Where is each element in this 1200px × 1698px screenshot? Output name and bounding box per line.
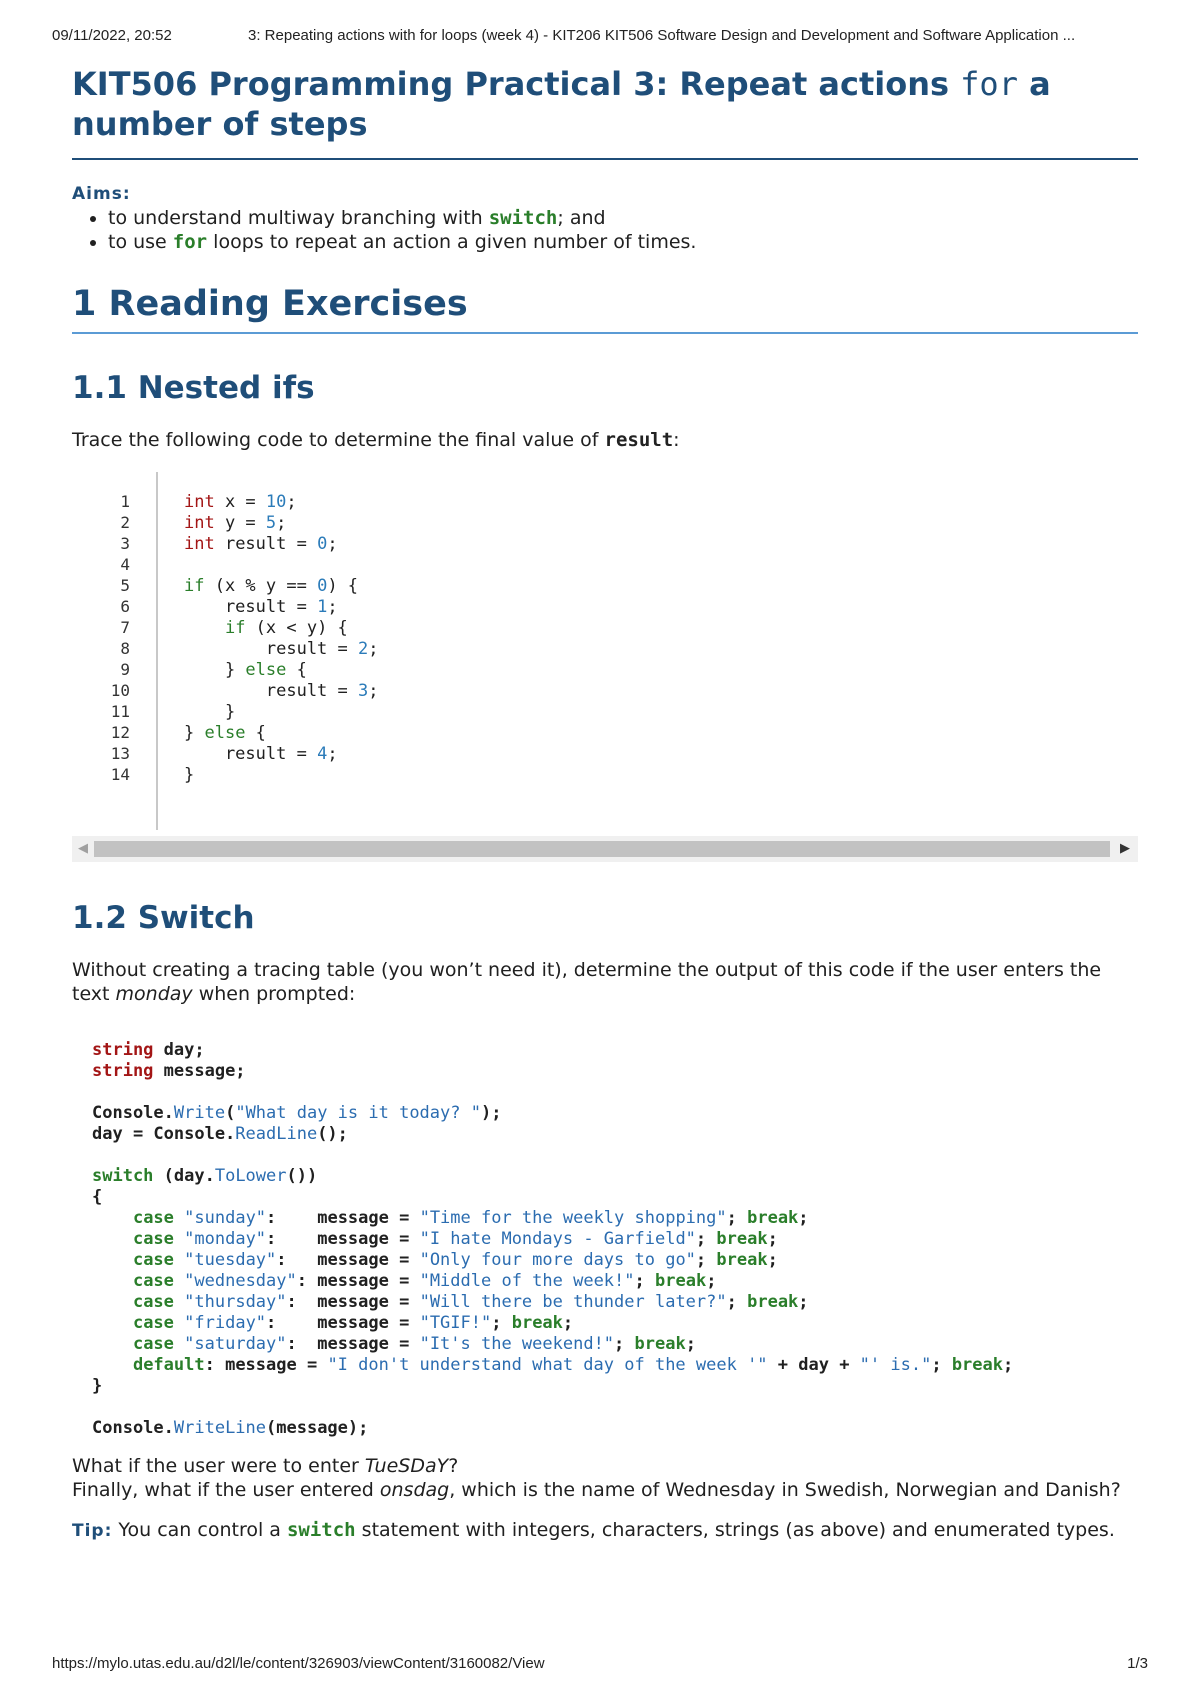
code-line: Console.WriteLine(message); (92, 1418, 369, 1438)
code-line: } (92, 1376, 103, 1396)
tip-note: Tip: You can control a switch statement with integers, characters, strings (as above) and enumerated types. (72, 1519, 1115, 1541)
subsection-heading-nested-ifs: 1.1 Nested ifs (72, 370, 315, 406)
code-line: if (x % y == 0) { (184, 576, 359, 596)
question-tuesday: What if the user were to enter TueSDaY? (72, 1455, 459, 1477)
code-line: case "sunday": message = "Time for the weekly shopping"; break; (132, 1208, 809, 1228)
code-line: Console.Write("What day is it today? "); (92, 1103, 502, 1123)
code-line: case "wednesday": message = "Middle of the week!"; break; (132, 1271, 717, 1291)
line-number: 5 (120, 576, 130, 595)
switch-intro: Without creating a tracing table (you won’t need it), determine the output of this code if the user enters the text monday when prompted: (72, 959, 1102, 1005)
code-line: day = Console.ReadLine(); (92, 1124, 348, 1144)
scroll-left-icon[interactable]: ◀ (78, 841, 88, 856)
code-line: string message; (92, 1061, 246, 1081)
code-line: int x = 10; (184, 492, 297, 512)
code-line: switch (day.ToLower()) (92, 1166, 318, 1186)
code-line: default: message = "I don't understand what day of the week '" + day + "' is."; break; (132, 1355, 1014, 1375)
code-line: int y = 5; (184, 513, 287, 533)
line-number-gutter (72, 472, 158, 830)
line-number: 6 (120, 597, 130, 616)
line-number: 4 (120, 555, 130, 574)
line-number: 11 (110, 702, 130, 721)
page-url: https://mylo.utas.edu.au/d2l/le/content/326903/viewContent/3160082/View (52, 1655, 545, 1672)
code-line: case "thursday": message = "Will there be thunder later?"; break; (132, 1292, 809, 1312)
code-line: case "monday": message = "I hate Mondays - Garfield"; break; (132, 1229, 778, 1249)
line-number: 13 (110, 744, 130, 763)
code-line: } else { (184, 723, 266, 743)
code-line: } (184, 765, 195, 785)
line-number: 10 (110, 681, 130, 700)
print-page-title: 3: Repeating actions with for loops (week 4) - KIT206 KIT506 Software Design and Development and Software Application ... (248, 27, 1076, 44)
code-line: { (92, 1187, 103, 1207)
code-block-nested-ifs (72, 472, 1138, 830)
code-line: result = 1; (184, 597, 338, 617)
code-line: result = 4; (184, 744, 338, 764)
aims-list (72, 206, 1138, 254)
code-line: int result = 0; (184, 534, 338, 554)
aims-label: Aims: (72, 184, 131, 204)
code-line: string day; (92, 1040, 205, 1060)
code-line: } else { (184, 660, 307, 680)
page-title: KIT506 Programming Practical 3: Repeat actions for a number of steps (72, 65, 1051, 143)
print-header (52, 27, 1148, 51)
section-heading-reading-exercises: 1 Reading Exercises (72, 284, 468, 324)
code-line: case "tuesday": message = "Only four more days to go"; break; (132, 1250, 778, 1270)
code-line: } (184, 702, 236, 722)
line-number: 2 (120, 513, 130, 532)
code-line: result = 2; (184, 639, 379, 659)
print-date: 09/11/2022, 20:52 (52, 27, 172, 44)
scrollbar-thumb[interactable] (94, 841, 1110, 857)
question-onsdag: Finally, what if the user entered onsdag, which is the name of Wednesday in Swedish, Norwegian and Danish? (72, 1479, 1121, 1501)
code-line: case "saturday": message = "It's the weekend!"; break; (132, 1334, 696, 1354)
code-line: if (x < y) { (224, 618, 348, 638)
subsection-heading-switch: 1.2 Switch (72, 900, 255, 936)
code-line: result = 3; (184, 681, 379, 701)
horizontal-scrollbar[interactable] (72, 836, 1138, 862)
code-block-switch (72, 1040, 1138, 1438)
section-rule (72, 332, 1138, 334)
scroll-right-icon[interactable]: ▶ (1120, 841, 1130, 856)
aim-item: • to use for loops to repeat an action a given number of times. (108, 230, 1138, 254)
title-rule (72, 158, 1138, 160)
line-number: 12 (110, 723, 130, 742)
line-number: 3 (120, 534, 130, 553)
line-number: 7 (120, 618, 130, 637)
page-number: 1/3 (1127, 1655, 1148, 1672)
code-line: case "friday": message = "TGIF!"; break; (132, 1313, 574, 1333)
print-footer (52, 1655, 1148, 1672)
document-content (72, 64, 1138, 1543)
line-number: 8 (120, 639, 130, 658)
nested-ifs-intro: Trace the following code to determine the final value of result: (72, 429, 680, 451)
line-number: 14 (110, 765, 130, 784)
line-number: 9 (120, 660, 130, 679)
aim-item: • to understand multiway branching with switch; and (108, 206, 1138, 230)
line-number: 1 (120, 492, 130, 511)
